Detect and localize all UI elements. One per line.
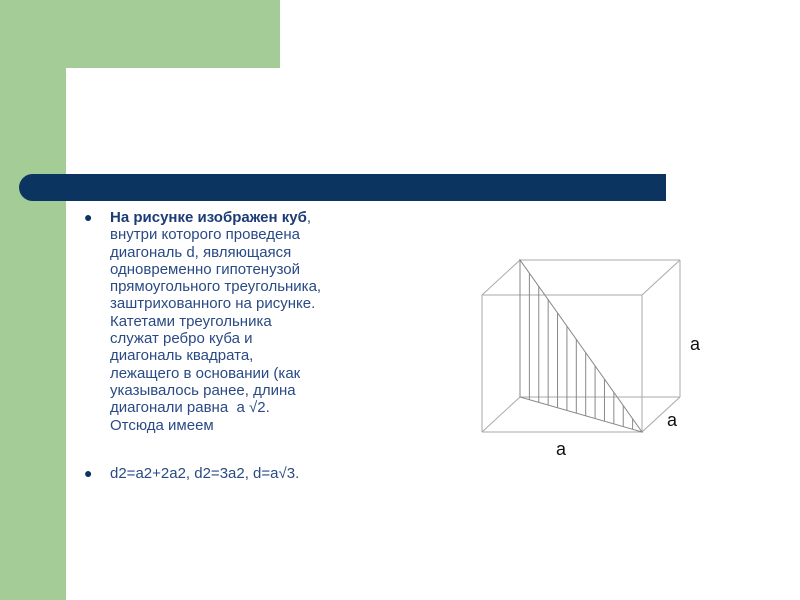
title-bar: [19, 174, 666, 201]
bullet-text-1-bold: На рисунке изображен куб: [110, 209, 307, 226]
green-side-band: [0, 0, 66, 600]
bullet-text-1-body: , внутри которого проведена диагональ d, являющаяся одновременно гипотенузой прямоугольного треугольника, заштрихованного на рисунке. Катетами треугольника служат ребро куба и диагональ квадрата, лежащего в основании (как указывалось ранее, длина диагонали равна a √2. Отсюда имеем: [110, 209, 322, 434]
edge-label-bottom: a: [556, 439, 567, 459]
green-top-band: [0, 0, 280, 68]
bullet-dot-icon: ●: [84, 465, 93, 481]
edge-label-depth: a: [667, 410, 678, 430]
bullet-text-1: [110, 209, 321, 434]
cube-figure: [470, 250, 720, 460]
bullet-dot-icon: ●: [84, 209, 93, 225]
hatched-triangle: [520, 260, 642, 432]
rounded-content-corner: [66, 68, 126, 128]
edge-label-right: a: [690, 334, 701, 354]
bullet-text-2: d2=a2+2a2, d2=3a2, d=a√3.: [110, 465, 300, 482]
